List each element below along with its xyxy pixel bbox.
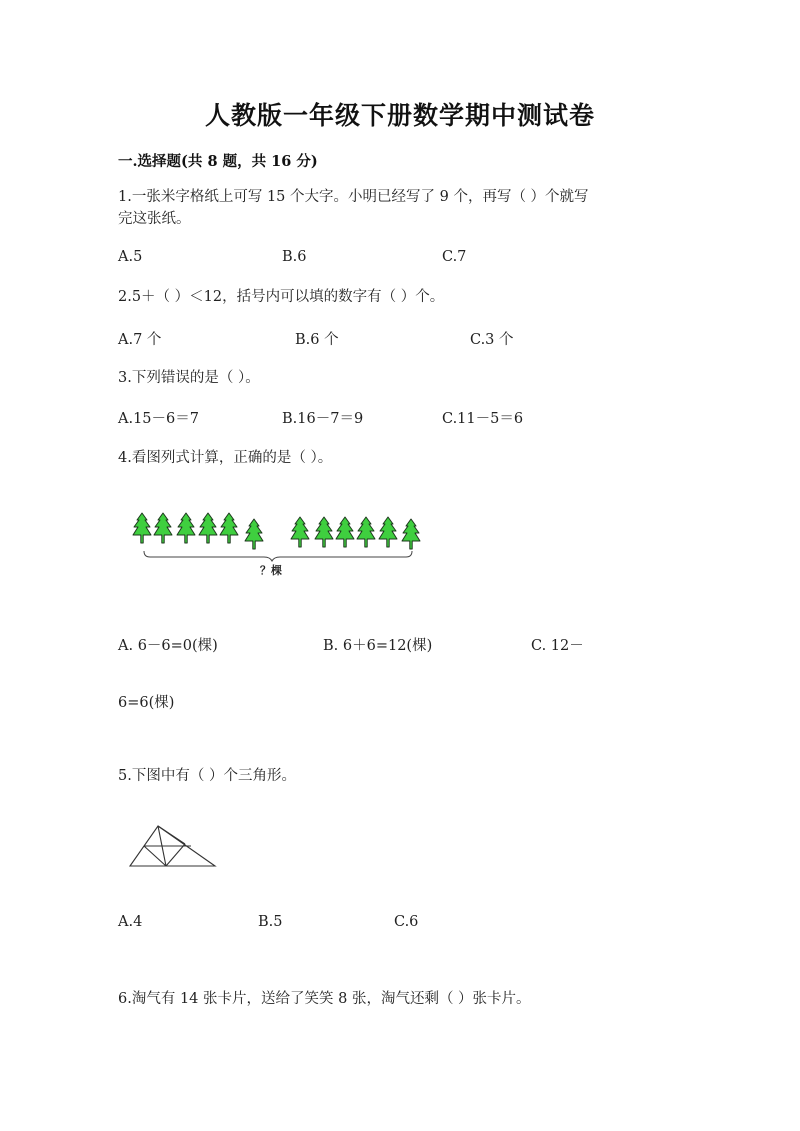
question-4-option-c-continued: 6=6(棵)	[118, 695, 175, 711]
tree-1	[133, 513, 151, 543]
question-4-line-1: 4.看图列式计算，正确的是（ ）。	[118, 450, 333, 466]
tree-11	[379, 517, 397, 547]
tree-2	[154, 513, 172, 543]
question-2-option-a: A.7 个	[118, 332, 162, 348]
question-1-option-b: B.6	[282, 249, 307, 265]
triangle-figure	[126, 822, 220, 872]
question-5-option-b: B.5	[258, 914, 283, 930]
question-2-option-c: C.3 个	[470, 332, 514, 348]
tree-8	[315, 517, 333, 547]
question-5-option-c: C.6	[394, 914, 419, 930]
question-3-line-1: 3.下列错误的是（ ）。	[118, 370, 260, 386]
page-title: 人教版一年级下册数学期中测试卷	[204, 101, 595, 130]
question-4-option-c: C. 12－	[531, 638, 584, 654]
question-1-line-1: 1.一张米字格纸上可写 15 个大字。小明已经写了 9 个，再写（ ）个就写	[118, 189, 589, 205]
question-5-line-1: 5.下图中有（ ）个三角形。	[118, 768, 296, 784]
brace-label: ？棵	[260, 564, 282, 577]
question-4-option-a: A. 6－6=0(棵)	[118, 638, 218, 654]
tree-4	[199, 513, 217, 543]
question-1-line-2: 完这张纸。	[118, 211, 191, 227]
question-6-line-1: 6.淘气有 14 张卡片，送给了笑笑 8 张，淘气还剩（ ）张卡片。	[118, 991, 531, 1007]
question-1-option-c: C.7	[442, 249, 467, 265]
tree-9	[336, 517, 354, 547]
section-heading: 一.选择题(共 8 题，共 16 分)	[118, 153, 318, 170]
question-5-option-a: A.4	[118, 914, 143, 930]
tree-7	[291, 517, 309, 547]
tree-5	[220, 513, 238, 543]
question-4-option-b: B. 6＋6=12(棵)	[323, 638, 433, 654]
question-3-option-b: B.16－7＝9	[282, 411, 364, 427]
question-2-line-1: 2.5＋（ ）＜12，括号内可以填的数字有（ ）个。	[118, 289, 445, 305]
brace	[144, 551, 412, 561]
tree-10	[357, 517, 375, 547]
question-2-option-b: B.6 个	[295, 332, 339, 348]
trees-figure	[126, 505, 426, 580]
question-3-option-a: A.15－6＝7	[118, 411, 199, 427]
tree-12	[402, 519, 420, 549]
question-3-option-c: C.11－5＝6	[442, 411, 524, 427]
tree-6	[245, 519, 263, 549]
tree-3	[177, 513, 195, 543]
question-1-option-a: A.5	[118, 249, 143, 265]
